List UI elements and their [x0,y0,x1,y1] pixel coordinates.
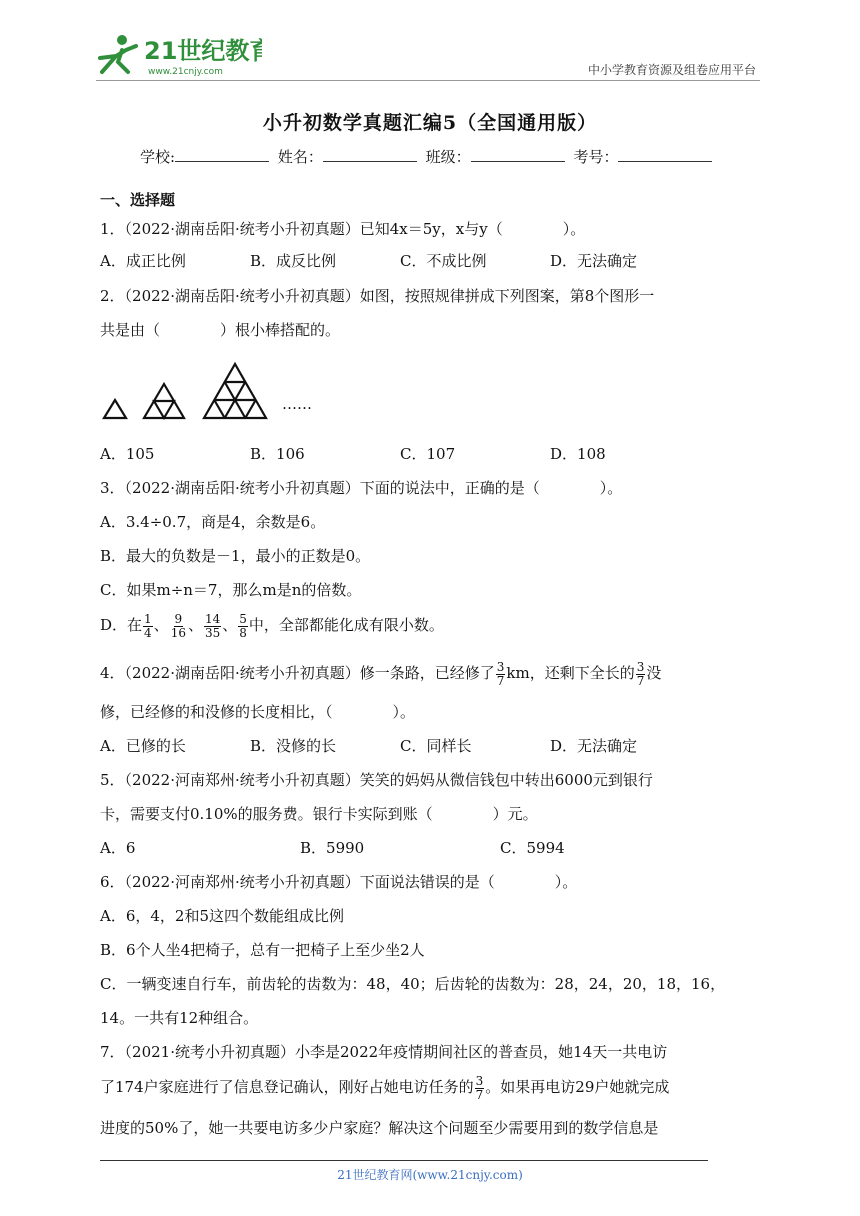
fraction: $\frac{3}{7}$ [636,659,645,688]
exam-no-blank[interactable] [618,147,712,162]
q3-option-a: A．3.4÷0.7，商是4，余数是6。 [100,513,326,531]
q6-option-c-line2: 14。一共有12种组合。 [100,1009,259,1027]
question-2-stem-line1: 2．（2022·湖南岳阳·统考小升初真题）如图，按照规律拼成下列图案，第8个图形一 [100,287,655,305]
question-4-stem-line2: 修，已经修的和没修的长度相比，（ ）。 [100,703,416,721]
q2-option-d: D．108 [550,445,606,463]
question-7-line1: 7．（2021·统考小升初真题）小李是2022年疫情期间社区的普查员，她14天一共电访 [100,1043,668,1061]
q3-option-d: D．在 $\frac{1}{4}$ 、 $\frac{9}{16}$ 、 $\frac{14}{35}$ 、 $\frac{5}{8}$ 中，全部都能化成有限小数。 [100,611,444,640]
fraction: $\frac{3}{7}$ [475,1073,484,1102]
question-4-stem-line1: 4．（2022·湖南岳阳·统考小升初真题）修一条路，已经修了 $\frac{3}{7}$ km，还剩下全长的 $\frac{3}{7}$ 没 [100,659,662,688]
q3-option-b: B．最大的负数是－1，最小的正数是0。 [100,547,371,565]
q2-option-a: A．105 [100,445,155,463]
fraction: $\frac{14}{35}$ [204,611,221,640]
question-2-stem-line2: 共是由（ ）根小棒搭配的。 [100,321,341,339]
site-logo [92,32,262,78]
q6-option-b: B．6个人坐4把椅子，总有一把椅子上至少坐2人 [100,941,425,959]
q1-option-b: B．成反比例 [250,252,337,270]
question-5-stem-line1: 5．（2022·河南郑州·统考小升初真题）笑笑的妈妈从微信钱包中转出6000元到银行 [100,771,653,789]
q1-option-d: D．无法确定 [550,252,638,270]
q5-option-c: C．5994 [500,839,565,857]
fraction: $\frac{5}{8}$ [239,611,247,640]
question-3-stem: 3．（2022·湖南岳阳·统考小升初真题）下面的说法中，正确的是（ ）。 [100,479,623,497]
svg-text:21世纪教育: 21世纪教育 [144,37,262,65]
class-blank[interactable] [471,147,565,162]
student-info-line [140,146,716,167]
q6-option-a: A．6，4，2和5这四个数能组成比例 [100,907,345,925]
question-7-line3: 进度的50%了，她一共要电访多少户家庭？解决这个问题至少需要用到的数学信息是 [100,1119,659,1137]
fraction: $\frac{9}{16}$ [170,611,186,640]
q1-option-c: C．不成比例 [400,252,487,270]
footer-link[interactable]: 21世纪教育网(www.21cnjy.com) [337,1168,523,1182]
header-slogan: 中小学教育资源及组卷应用平台 [587,63,756,77]
q3-option-c: C．如果m÷n＝7，那么m是n的倍数。 [100,581,362,599]
fraction: $\frac{3}{7}$ [496,659,505,688]
name-label: 姓名： [277,148,323,166]
q2-ellipsis: …… [282,395,312,413]
question-1-stem: 1．（2022·湖南岳阳·统考小升初真题）已知4x＝5y，x与y（ ）。 [100,220,586,238]
name-blank[interactable] [323,147,417,162]
q6-option-c-line1: C．一辆变速自行车，前齿轮的齿数为：48，40；后齿轮的齿数为：28，24，20，18，16， [100,975,726,993]
page-title: 小升初数学真题汇编5（全国通用版） [262,112,598,134]
triangle-figure-2 [144,384,184,418]
class-label: 班级： [425,148,471,166]
q4-option-c: C．同样长 [400,737,472,755]
triangle-figure-1 [104,400,126,418]
header-divider [96,80,760,81]
section-heading: 一、选择题 [100,191,176,209]
q5-option-a: A．6 [100,839,136,857]
question-5-stem-line2: 卡，需要支付0.10%的服务费。银行卡实际到账（ ）元。 [100,805,538,823]
q2-option-c: C．107 [400,445,456,463]
question-7-line2: 了174户家庭进行了信息登记确认，刚好占她电访任务的 $\frac{3}{7}$ 。如果再电访29户她就完成 [100,1073,670,1102]
q4-option-d: D．无法确定 [550,737,638,755]
q5-option-b: B．5990 [300,839,365,857]
q4-option-b: B．没修的长 [250,737,337,755]
triangle-figure-3 [204,364,266,418]
svg-text:www.21cnjy.com: www.21cnjy.com [148,67,223,77]
q4-option-a: A．已修的长 [100,737,186,755]
footer-divider [100,1160,708,1161]
q1-option-a: A．成正比例 [100,252,186,270]
school-blank[interactable] [175,147,269,162]
exam-no-label: 考号： [573,148,619,166]
q2-option-b: B．106 [250,445,305,463]
runner-icon [100,35,136,72]
question-6-stem: 6．（2022·河南郑州·统考小升初真题）下面说法错误的是（ ）。 [100,873,578,891]
school-label: 学校: [140,148,176,166]
fraction: $\frac{1}{4}$ [144,611,152,640]
